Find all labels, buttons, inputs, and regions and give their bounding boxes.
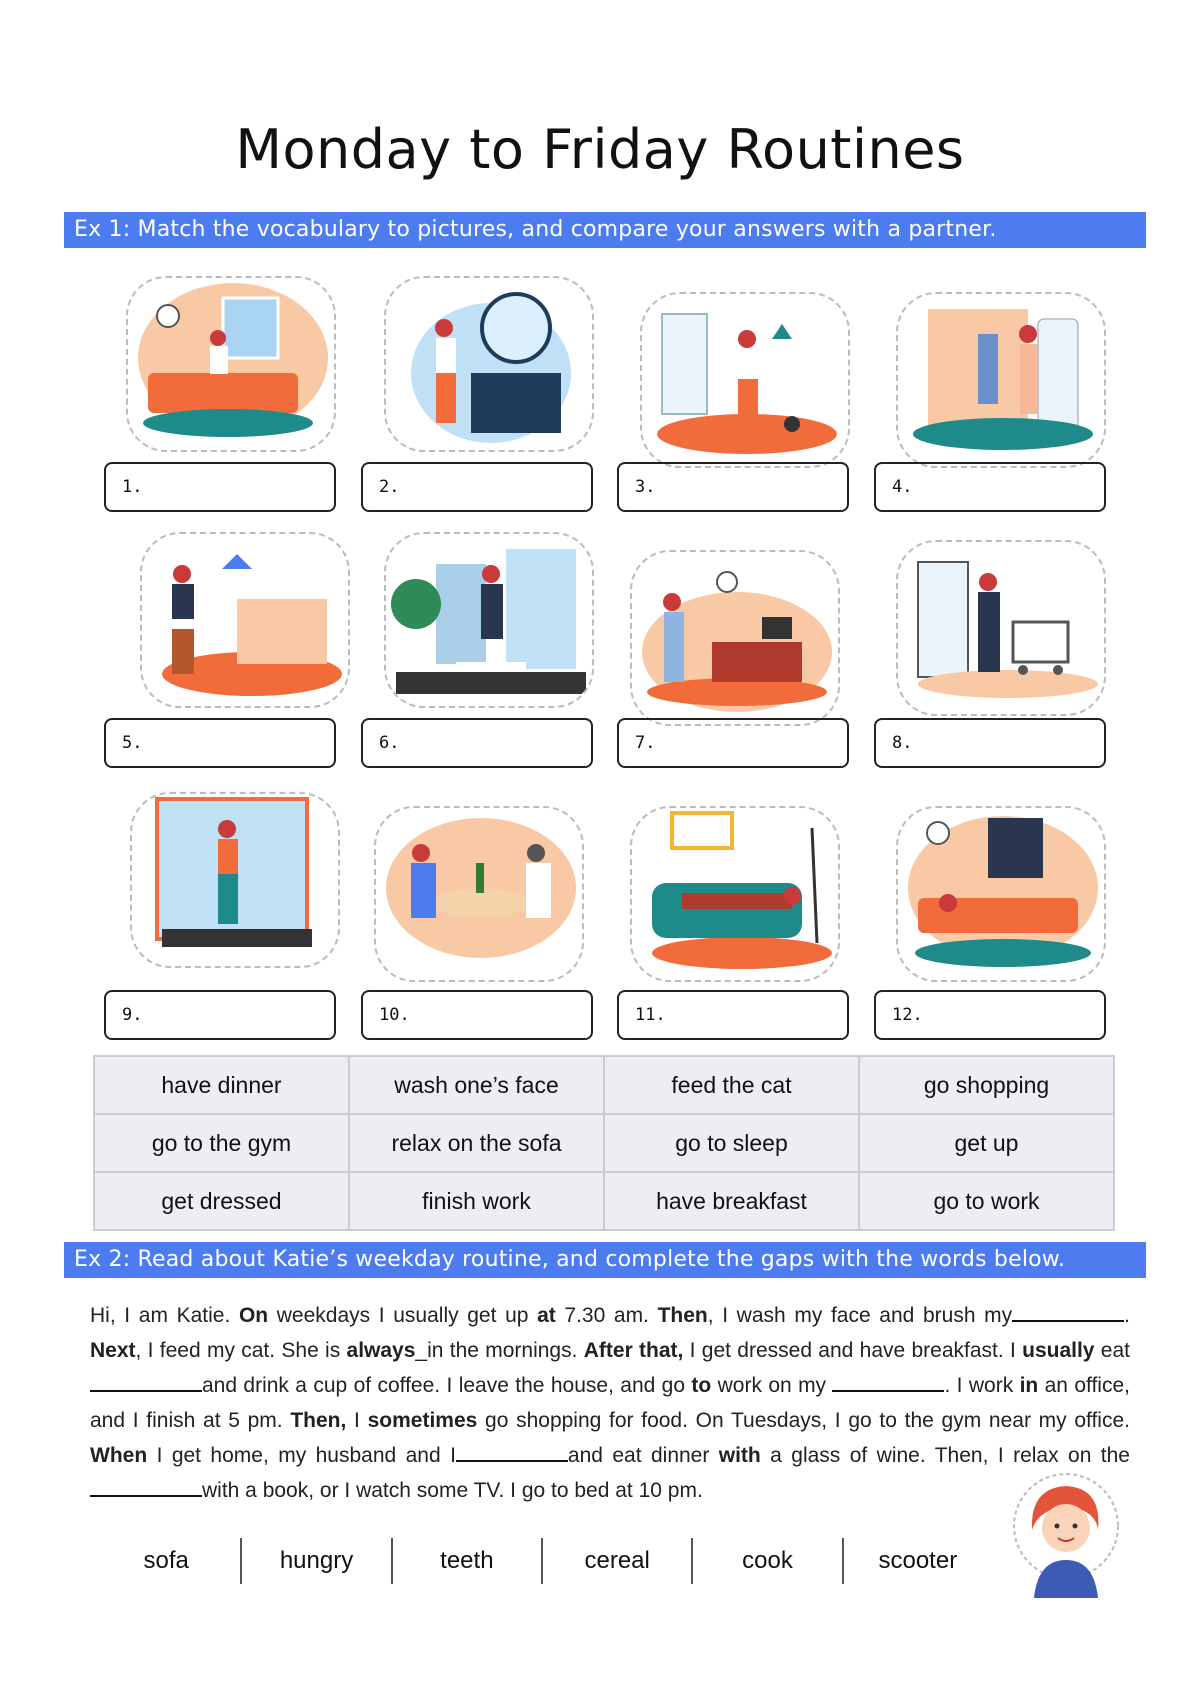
answer-number: 5. — [122, 733, 143, 753]
vocab-cell: go to the gym — [94, 1114, 349, 1172]
passage-text: . I work — [944, 1374, 1020, 1397]
answer-box-10[interactable] — [361, 990, 593, 1040]
gap-blank-1[interactable] — [1012, 1300, 1124, 1322]
passage-bold-word: On — [238, 1304, 269, 1327]
woman-riding-scooter-illustration — [386, 534, 592, 706]
answer-box-8[interactable] — [874, 718, 1106, 768]
answer-box-3[interactable] — [617, 462, 849, 512]
gap-blank-4[interactable] — [456, 1440, 568, 1462]
vocab-cell: get dressed — [94, 1172, 349, 1230]
answer-number: 8. — [892, 733, 913, 753]
picture-12 — [896, 806, 1106, 982]
passage-text: an office, and I finish at 5 pm. — [90, 1374, 1130, 1432]
answer-number: 9. — [122, 1005, 143, 1025]
answer-number: 2. — [379, 477, 400, 497]
passage-text: Hi, I am Katie. — [90, 1304, 239, 1327]
passage-bold-word: Then, — [290, 1409, 347, 1432]
vocab-cell: have dinner — [94, 1056, 349, 1114]
passage-text: a glass of wine. Then, I relax on the — [760, 1444, 1130, 1467]
vocab-cell: relax on the sofa — [349, 1114, 604, 1172]
passage-text: 7.30 am. — [555, 1304, 658, 1327]
woman-shopping-illustration — [898, 542, 1104, 714]
passage-text: , I feed my cat. She is — [135, 1339, 347, 1362]
answer-box-1[interactable] — [104, 462, 336, 512]
answer-number: 12. — [892, 1005, 923, 1025]
answer-box-7[interactable] — [617, 718, 849, 768]
vocabulary-table — [93, 1055, 1115, 1231]
passage-bold-word: with — [718, 1444, 761, 1467]
picture-9 — [130, 792, 340, 968]
passage-text: _in the mornings. — [415, 1339, 584, 1362]
picture-10 — [374, 806, 584, 982]
gap-blank-5[interactable] — [90, 1475, 202, 1497]
picture-4 — [896, 292, 1106, 468]
answer-box-9[interactable] — [104, 990, 336, 1040]
word-bank-item: hungry — [279, 1547, 354, 1574]
word-bank-item: sofa — [143, 1547, 189, 1574]
passage-text: I — [346, 1409, 368, 1432]
word-bank-item: scooter — [878, 1547, 958, 1574]
passage-text: I get home, my husband and I — [147, 1444, 456, 1467]
passage-bold-word: at — [537, 1304, 556, 1327]
passage-bold-word: After that, — [583, 1339, 684, 1362]
passage-bold-word: sometimes — [367, 1409, 478, 1432]
passage-text: . — [1124, 1304, 1130, 1327]
passage-text: I get dressed and have breakfast. I — [683, 1339, 1023, 1362]
answer-number: 3. — [635, 477, 656, 497]
woman-at-office-illustration — [632, 552, 838, 724]
woman-feeding-cat-illustration — [642, 294, 848, 466]
ex2-instruction-banner: Ex 2: Read about Katie’s weekday routine, and complete the gaps with the words below. — [64, 1242, 1146, 1278]
passage-bold-word: usually — [1022, 1339, 1095, 1362]
answer-number: 7. — [635, 733, 656, 753]
picture-8 — [896, 540, 1106, 716]
passage-bold-word: always — [346, 1339, 416, 1362]
picture-6 — [384, 532, 594, 708]
passage-bold-word: in — [1019, 1374, 1039, 1397]
page-title: Monday to Friday Routines — [235, 118, 965, 181]
vocab-cell: go to work — [859, 1172, 1114, 1230]
answer-box-5[interactable] — [104, 718, 336, 768]
answer-box-11[interactable] — [617, 990, 849, 1040]
katie-avatar-illustration — [1010, 1470, 1122, 1600]
passage-text: with a book, or I watch some TV. I go to bed at 10 pm. — [202, 1479, 703, 1502]
woman-sleeping-illustration — [898, 808, 1104, 980]
passage-bold-word: When — [90, 1444, 148, 1467]
picture-3 — [640, 292, 850, 468]
answer-box-2[interactable] — [361, 462, 593, 512]
table-row — [94, 1114, 1114, 1172]
reading-passage — [90, 1298, 1130, 1508]
vocab-cell: go shopping — [859, 1056, 1114, 1114]
answer-number: 10. — [379, 1005, 410, 1025]
woman-at-gym-illustration — [132, 794, 338, 966]
answer-number: 4. — [892, 477, 913, 497]
woman-having-breakfast-illustration — [142, 534, 348, 706]
table-row — [94, 1056, 1114, 1114]
vocab-cell: go to sleep — [604, 1114, 859, 1172]
passage-text: go shopping for food. On Tuesdays, I go to the gym near my office. — [477, 1409, 1130, 1432]
vocab-cell: feed the cat — [604, 1056, 859, 1114]
passage-text: , I wash my face and brush my — [707, 1304, 1013, 1327]
picture-1 — [126, 276, 336, 452]
passage-text: work on my — [711, 1374, 833, 1397]
picture-5 — [140, 532, 350, 708]
answer-number: 11. — [635, 1005, 666, 1025]
answer-box-6[interactable] — [361, 718, 593, 768]
passage-text: and drink a cup of coffee. I leave the house, and go — [202, 1374, 692, 1397]
picture-11 — [630, 806, 840, 982]
answer-number: 1. — [122, 477, 143, 497]
passage-bold-word: to — [691, 1374, 712, 1397]
gap-blank-2[interactable] — [90, 1370, 202, 1392]
answer-number: 6. — [379, 733, 400, 753]
picture-7 — [630, 550, 840, 726]
vocab-cell: have breakfast — [604, 1172, 859, 1230]
answer-box-4[interactable] — [874, 462, 1106, 512]
word-bank-item: cook — [742, 1547, 793, 1574]
ex1-instruction-banner: Ex 1: Match the vocabulary to pictures, and compare your answers with a partner. — [64, 212, 1146, 248]
vocab-cell: finish work — [349, 1172, 604, 1230]
vocab-cell: get up — [859, 1114, 1114, 1172]
vocab-cell: wash one’s face — [349, 1056, 604, 1114]
woman-washing-face-illustration — [386, 278, 592, 450]
woman-waking-up-illustration — [128, 278, 334, 450]
answer-box-12[interactable] — [874, 990, 1106, 1040]
passage-text: and eat dinner — [567, 1444, 719, 1467]
couple-having-dinner-illustration — [376, 808, 582, 980]
passage-text: eat — [1094, 1339, 1130, 1362]
passage-text: weekdays I usually get up — [268, 1304, 538, 1327]
word-bank-item: teeth — [440, 1547, 494, 1574]
passage-bold-word: Next — [90, 1339, 136, 1362]
word-bank — [92, 1538, 992, 1584]
picture-2 — [384, 276, 594, 452]
passage-bold-word: Then — [657, 1304, 708, 1327]
word-bank-item: cereal — [584, 1547, 650, 1574]
gap-blank-3[interactable] — [832, 1370, 944, 1392]
table-row — [94, 1172, 1114, 1230]
woman-relaxing-on-sofa-illustration — [632, 808, 838, 980]
woman-getting-dressed-illustration — [898, 294, 1104, 466]
